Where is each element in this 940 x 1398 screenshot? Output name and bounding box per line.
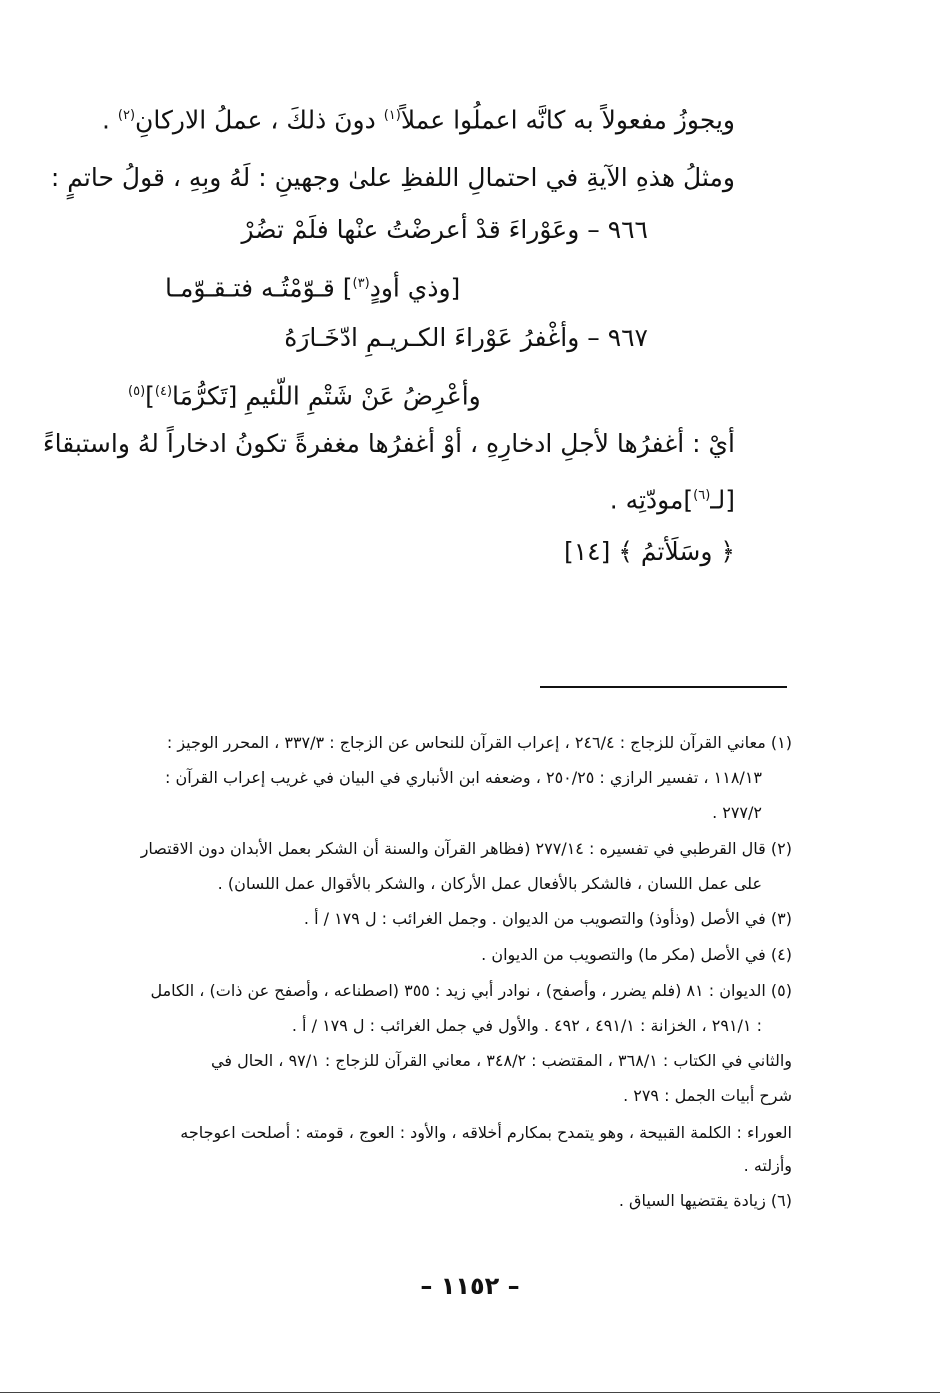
footnote-ref-2[interactable]: (٢) [117,108,136,123]
line-text: . [102,105,118,135]
footnote-line: وأزلته . [743,1156,792,1175]
footnote-ref-5[interactable]: (٥) [128,384,146,399]
scan-edge-line [0,1392,940,1393]
footnote-line: والثاني في الكتاب : ٣٦٨/١ ، المقتضب : ٣٤٨/٢ ، معاني القرآن للزجاج : ٩٧/١ ، الحال في [211,1051,792,1070]
line-text: [لـ [710,485,735,515]
footnote-line: (٣) في الأصل (وذأوذ) والتصويب من الديوان . وجمل الغرائب : ل ١٧٩ / أ . [303,909,792,928]
footnote-line: (١) معاني القرآن للزجاج : ٢٤٦/٤ ، إعراب القرآن للنحاس عن الزجاج : ٣٣٧/٣ ، المحرر الوجيز : [166,733,792,752]
footnote-ref-6[interactable]: (٦) [693,488,711,503]
footnote-ref-3[interactable]: (٣) [352,276,370,291]
footnote-line: على عمل اللسان ، فالشكر بالأفعال عمل الأركان ، والشكر بالأقوال عمل اللسان) . [217,874,762,893]
line-text: ]مودّتِه . [609,485,694,515]
footnote-line: (٥) الديوان : ٨١ (فلم يضرر ، وأصفح) ، نوادر أبي زيد : ٣٥٥ (اصطناعه ، وأصفح عن ذات) ، الكامل [150,981,792,1000]
verse-text: وأعْرِضُ عَنْ شَتْمِ اللّئيمِ [تَكرُّمَا [172,381,481,411]
verse-text: [وذي أودٍ [369,273,461,303]
verse-966-second-hemistich [165,264,460,308]
footnote-line: ٢٧٧/٢ . [712,803,762,822]
footnote-line: العوراء : الكلمة القبيحة ، وهو يتمدح بمكارم أخلاقه ، والأود : العوج ، قومته : أصلحت اعوجاجه [180,1123,792,1142]
line-text: دونَ ذلكَ ، عملُ الاركانِ [135,105,384,135]
text-line-2: ومثلُ هذهِ الآيةِ في احتمالِ اللفظِ علىٰ وجهينِ : لَهُ وبِهِ ، قولُ حاتمٍ : [50,163,735,192]
footnote-line: (٦) زيادة يقتضيها السياق . [618,1191,792,1210]
footnote-line: (٤) في الأصل (مكر ما) والتصويب من الديوان . [481,945,792,964]
footnote-separator [540,686,787,688]
page-number: – ١١٥٢ – [420,1272,520,1300]
quran-verse-reference: ﴿ وسَلَأتمُ ﴾ [١٤] [563,537,735,566]
verse-967-first-hemistich: ٩٦٧ – وأغْفرُ عَوْراءَ الكـريـمِ ادّخَـارَهُ [284,323,648,352]
footnote-line: ١١٨/١٣ ، تفسير الرازي : ٢٥٠/٢٥ ، وضعفه ابن الأنباري في البيان في غريب إعراب القرآن : [165,768,762,787]
footnote-line: (٢) قال القرطبي في تفسيره : ٢٧٧/١٤ (فظاهر القرآن والسنة أن الشكر بعمل الأبدان دون الاقتصار [140,839,792,858]
verse-text: ] [145,381,155,411]
verse-967-second-hemistich [128,372,481,416]
verse-text: ] قـوّمْتُـه فتـقـوّمـا [165,273,353,303]
footnote-ref-1[interactable]: (١) [383,108,401,123]
explanation-line-2 [610,476,735,520]
verse-966-first-hemistich: ٩٦٦ – وعَوْراءَ قدْ أعرضْتُ عنْها فلَمْ تضُرْ [241,215,648,244]
footnote-ref-4[interactable]: (٤) [154,384,173,399]
footnote-line: : ٢٩١/١ ، الخزانة : ٤٩١/١ ، ٤٩٢ . والأول في جمل الغرائب : ل ١٧٩ / أ . [291,1016,762,1035]
line-text: ويجوزُ مفعولاً به كانَّه اعملُوا عملاً [400,105,735,135]
footnote-line: شرح أبيات الجمل : ٢٧٩ . [623,1086,792,1105]
explanation-line-1: أيْ : أغفرُها لأجلِ ادخارِهِ ، أوْ أغفرُها مغفرةً تكونُ ادخاراً لهُ واستبقاءً [42,429,735,458]
text-line-1 [102,96,735,140]
